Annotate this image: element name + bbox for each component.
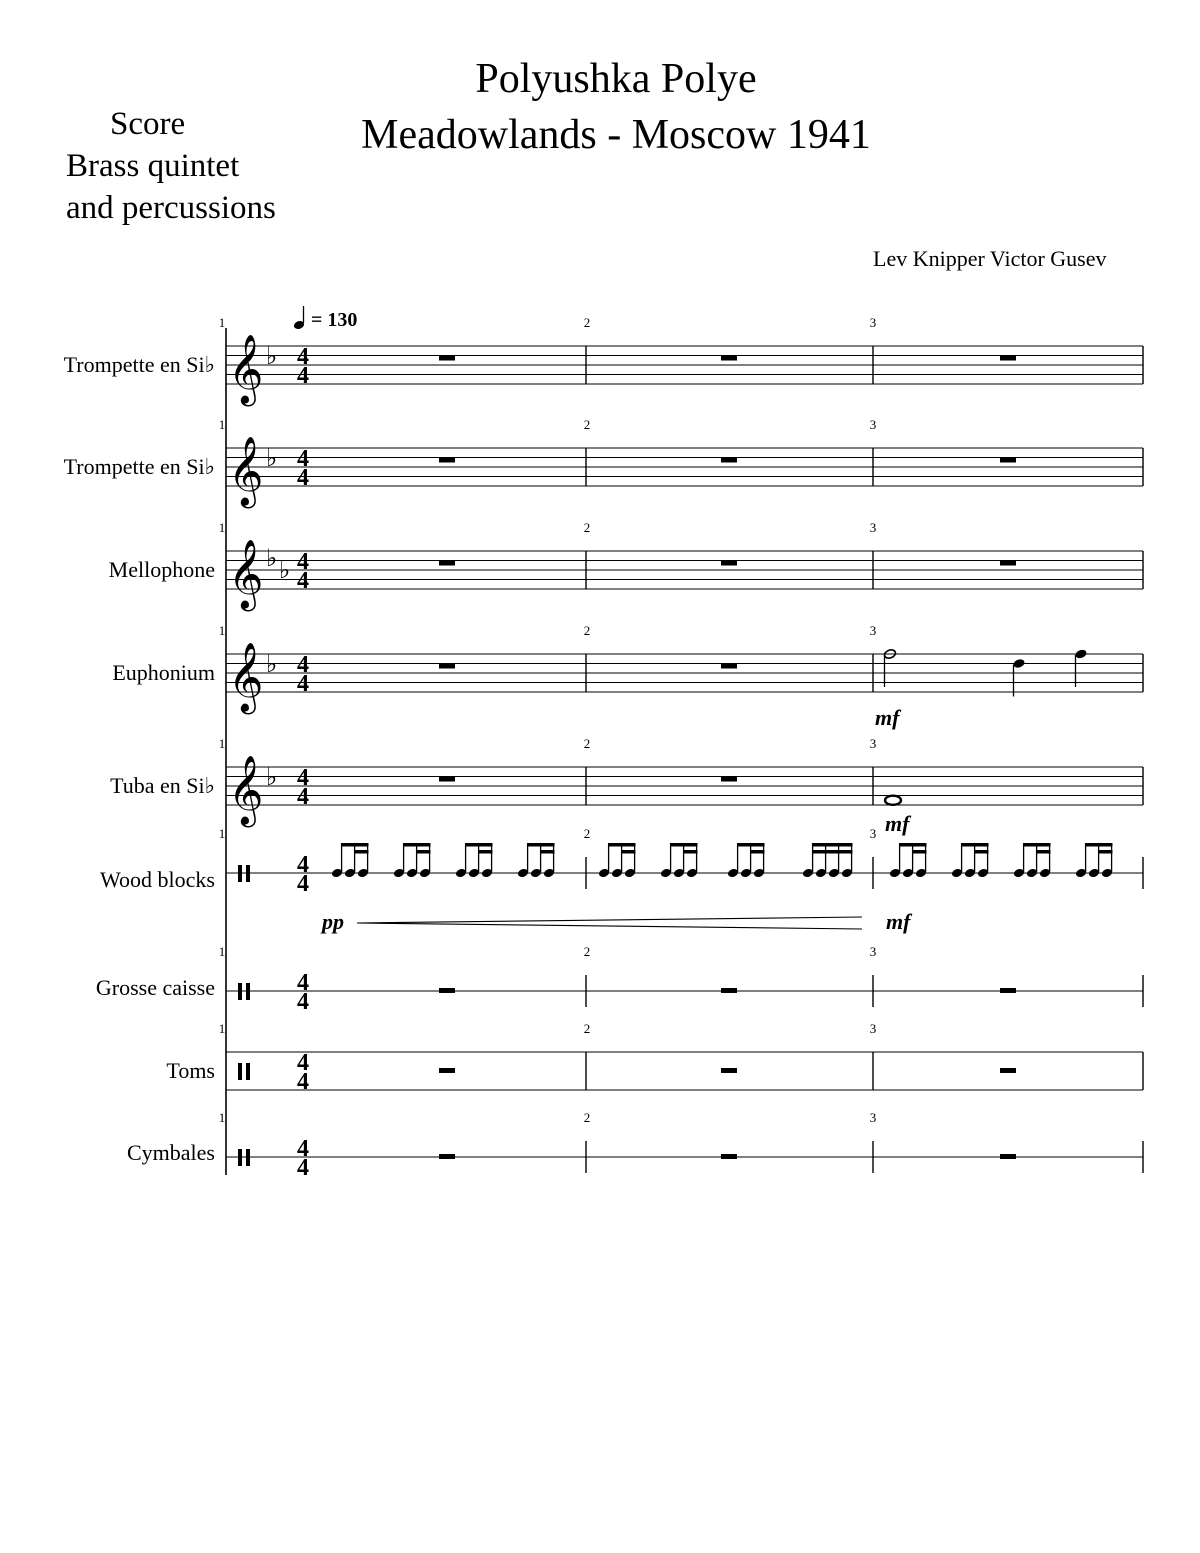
whole-rest-icon xyxy=(721,777,737,782)
time-signature-denominator: 4 xyxy=(297,784,309,810)
ensemble-line-2: Brass quintet xyxy=(66,148,240,184)
flat-icon: ♭ xyxy=(266,650,278,678)
time-signature-denominator: 4 xyxy=(297,989,309,1015)
whole-rest-icon xyxy=(1000,988,1016,993)
measure-number: 2 xyxy=(583,944,591,959)
beam xyxy=(1098,850,1113,854)
measure-number: 1 xyxy=(218,417,226,432)
whole-rest-icon xyxy=(439,777,455,782)
measure-number: 2 xyxy=(583,736,591,751)
instrument-name: Tuba en Si♭ xyxy=(110,773,215,798)
beam xyxy=(812,850,853,854)
measure-number: 3 xyxy=(869,315,877,330)
treble-clef-icon: 𝄞 xyxy=(228,436,264,506)
instrument-name: Mellophone xyxy=(108,557,215,582)
measure-number: 3 xyxy=(869,520,877,535)
measure-number: 3 xyxy=(869,944,877,959)
whole-rest-icon xyxy=(1000,1154,1016,1159)
instrument-name: Trompette en Si♭ xyxy=(63,454,215,479)
beam xyxy=(527,843,555,847)
title-line-2: Meadowlands - Moscow 1941 xyxy=(361,112,871,158)
time-signature-denominator: 4 xyxy=(297,1069,309,1095)
time-signature-denominator: 4 xyxy=(297,671,309,697)
instrument-name: Toms xyxy=(166,1058,215,1083)
whole-rest-icon xyxy=(439,1154,455,1159)
flat-icon: ♭ xyxy=(279,556,291,584)
measure-number: 1 xyxy=(218,826,226,841)
whole-rest-icon xyxy=(439,1068,455,1073)
whole-rest-icon xyxy=(721,561,737,566)
composers: Lev Knipper Victor Gusev xyxy=(873,246,1107,271)
percussion-clef-icon xyxy=(246,983,250,1000)
beam xyxy=(621,850,636,854)
dynamic-mf: mf xyxy=(886,909,911,934)
time-signature-numerator: 4 xyxy=(297,1136,309,1162)
measure-number: 2 xyxy=(583,1110,591,1125)
time-signature-numerator: 4 xyxy=(297,765,309,791)
beam xyxy=(912,850,927,854)
beam xyxy=(961,843,989,847)
whole-rest-icon xyxy=(721,458,737,463)
beam xyxy=(416,850,431,854)
measure-number: 3 xyxy=(869,826,877,841)
treble-clef-icon: 𝄞 xyxy=(228,642,264,712)
measure-number: 2 xyxy=(583,520,591,535)
percussion-clef-icon xyxy=(238,1149,242,1166)
beam xyxy=(341,843,369,847)
whole-rest-icon xyxy=(439,458,455,463)
beam xyxy=(737,843,765,847)
beam xyxy=(974,850,989,854)
measure-number: 2 xyxy=(583,826,591,841)
beam xyxy=(1023,843,1051,847)
whole-rest-icon xyxy=(1000,356,1016,361)
dynamic-mf: mf xyxy=(875,705,900,730)
whole-rest-icon xyxy=(1000,458,1016,463)
measure-number: 3 xyxy=(869,623,877,638)
time-signature-numerator: 4 xyxy=(297,549,309,575)
percussion-clef-icon xyxy=(246,1063,250,1080)
measure-number: 1 xyxy=(218,520,226,535)
measure-number: 1 xyxy=(218,1021,226,1036)
time-signature-denominator: 4 xyxy=(297,568,309,594)
percussion-clef-icon xyxy=(238,983,242,1000)
beam xyxy=(683,850,698,854)
time-signature-numerator: 4 xyxy=(297,1050,309,1076)
whole-rest-icon xyxy=(721,1154,737,1159)
flat-icon: ♭ xyxy=(266,444,278,472)
measure-number: 2 xyxy=(583,623,591,638)
beam xyxy=(899,843,927,847)
measure-number: 3 xyxy=(869,736,877,751)
whole-rest-icon xyxy=(439,356,455,361)
instrument-name: Cymbales xyxy=(127,1140,215,1165)
flat-icon: ♭ xyxy=(266,544,278,572)
time-signature-numerator: 4 xyxy=(297,344,309,370)
time-signature-numerator: 4 xyxy=(297,446,309,472)
tempo-marking: = 130 xyxy=(311,309,358,331)
beam xyxy=(478,850,493,854)
percussion-clef-icon xyxy=(238,1063,242,1080)
instrument-name: Grosse caisse xyxy=(95,975,215,1000)
measure-number: 3 xyxy=(869,417,877,432)
beam xyxy=(812,843,853,847)
ensemble-line-3: and percussions xyxy=(66,190,276,226)
time-signature-denominator: 4 xyxy=(297,363,309,389)
dynamic-mf: mf xyxy=(885,811,910,836)
ensemble-line-1: Score xyxy=(110,106,186,142)
whole-rest-icon xyxy=(721,356,737,361)
time-signature-denominator: 4 xyxy=(297,871,309,897)
measure-number: 3 xyxy=(869,1110,877,1125)
time-signature-denominator: 4 xyxy=(297,465,309,491)
flat-icon: ♭ xyxy=(266,763,278,791)
measure-number: 2 xyxy=(583,315,591,330)
time-signature-numerator: 4 xyxy=(297,970,309,996)
whole-rest-icon xyxy=(1000,561,1016,566)
whole-note-icon xyxy=(885,796,901,805)
beam xyxy=(465,843,493,847)
beam xyxy=(750,850,765,854)
flat-icon: ♭ xyxy=(266,342,278,370)
quarter-note-icon xyxy=(1012,658,1025,669)
measure-number: 2 xyxy=(583,1021,591,1036)
beam xyxy=(540,850,555,854)
whole-rest-icon xyxy=(721,664,737,669)
measure-number: 2 xyxy=(583,417,591,432)
beam xyxy=(670,843,698,847)
instrument-name: Trompette en Si♭ xyxy=(63,352,215,377)
beam xyxy=(354,850,369,854)
crescendo-hairpin xyxy=(357,923,862,929)
instrument-name: Wood blocks xyxy=(100,867,215,892)
whole-rest-icon xyxy=(721,1068,737,1073)
whole-rest-icon xyxy=(1000,1068,1016,1073)
time-signature-numerator: 4 xyxy=(297,652,309,678)
beam xyxy=(608,843,636,847)
beam xyxy=(1036,850,1051,854)
time-signature-numerator: 4 xyxy=(297,852,309,878)
whole-rest-icon xyxy=(439,988,455,993)
percussion-clef-icon xyxy=(238,865,242,882)
measure-number: 1 xyxy=(218,944,226,959)
beam xyxy=(1085,843,1113,847)
treble-clef-icon: 𝄞 xyxy=(228,755,264,825)
time-signature-denominator: 4 xyxy=(297,1155,309,1181)
measure-number: 1 xyxy=(218,623,226,638)
dynamic-pp: pp xyxy=(322,909,344,934)
measure-number: 1 xyxy=(218,1110,226,1125)
title-line-1: Polyushka Polye xyxy=(475,56,757,102)
quarter-note-icon xyxy=(1074,648,1087,659)
crescendo-hairpin xyxy=(357,917,862,923)
beam xyxy=(403,843,431,847)
measure-number: 1 xyxy=(218,315,226,330)
whole-rest-icon xyxy=(439,664,455,669)
whole-rest-icon xyxy=(721,988,737,993)
percussion-clef-icon xyxy=(246,865,250,882)
hairpin-placeholder xyxy=(357,1043,862,1058)
measure-number: 3 xyxy=(869,1021,877,1036)
treble-clef-icon: 𝄞 xyxy=(228,334,264,404)
percussion-clef-icon xyxy=(246,1149,250,1166)
measure-number: 1 xyxy=(218,736,226,751)
whole-rest-icon xyxy=(439,561,455,566)
treble-clef-icon: 𝄞 xyxy=(228,539,264,609)
instrument-name: Euphonium xyxy=(112,660,215,685)
